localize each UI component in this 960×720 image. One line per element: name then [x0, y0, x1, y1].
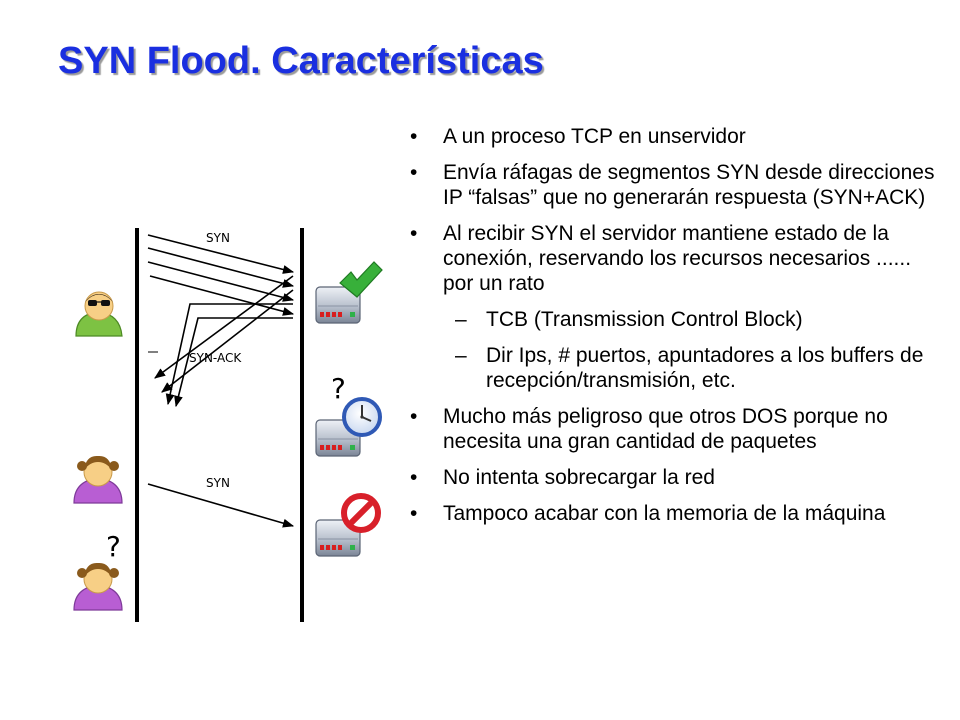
user-icon [74, 563, 122, 610]
slide-title: SYN Flood. Características [58, 40, 544, 82]
bullet-list [410, 124, 940, 537]
syn-flood-diagram [0, 0, 400, 720]
syn-arrow-single [148, 484, 293, 526]
bullet-item: • Mucho más peligroso que otros DOS porque no necesita una gran cantidad de paquetes [410, 404, 940, 454]
question-mark-server: ? [331, 372, 346, 405]
bullet-item: • A un proceso TCP en unservidor [410, 124, 940, 149]
sub-bullet-item: – Dir Ips, # puertos, apuntadores a los buffers de recepción/transmisión, etc. [410, 343, 940, 393]
bullet-item: • Al recibir SYN el servidor mantiene estado de la conexión, reservando los recursos necesarios ...... por un rato [410, 221, 940, 296]
blocked-icon [344, 496, 378, 530]
bullet-item: • No intenta sobrecargar la red [410, 465, 940, 490]
bullet-item: • Envía ráfagas de segmentos SYN desde direcciones IP “falsas” que no generarán respuesta (SYN+ACK) [410, 160, 940, 210]
clock-icon [344, 399, 380, 435]
synack-label: SYN-ACK [189, 351, 242, 365]
question-mark-client: ? [106, 530, 121, 563]
syn-label-bottom: SYN [206, 476, 230, 490]
sub-bullet-item: – TCB (Transmission Control Block) [410, 307, 940, 332]
attacker-with-sunglasses-icon [76, 292, 122, 336]
user-icon [74, 456, 122, 503]
bullet-item: • Tampoco acabar con la memoria de la máquina [410, 501, 940, 526]
syn-label-top: SYN [206, 231, 230, 245]
